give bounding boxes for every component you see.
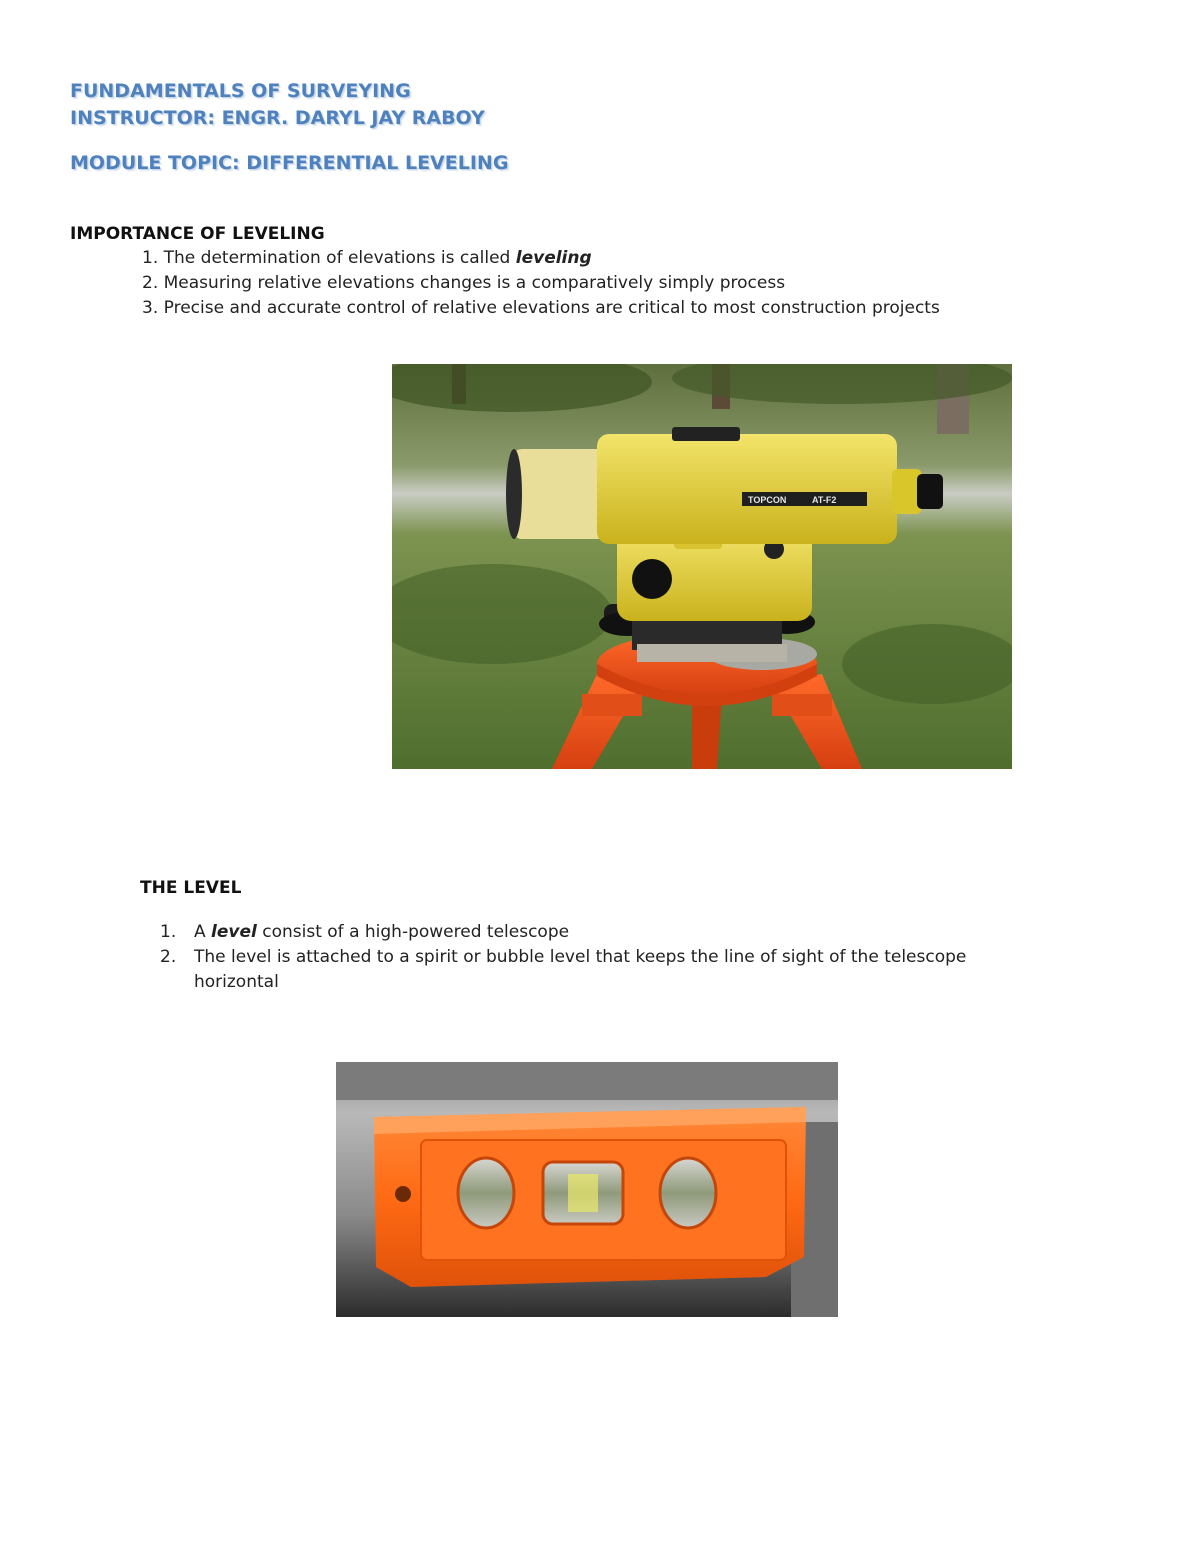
list-text: Measuring relative elevations changes is a comparatively simply process xyxy=(163,273,786,293)
automatic-level-illustration xyxy=(392,364,1012,769)
instructor-line: INSTRUCTOR: ENGR. DARYL JAY RABOY xyxy=(70,107,485,129)
course-title: FUNDAMENTALS OF SURVEYING xyxy=(70,80,411,102)
the-level-heading: THE LEVEL xyxy=(140,878,242,898)
list-number: 3. xyxy=(142,298,159,318)
list-text: Precise and accurate control of relative elevations are critical to most construction projects xyxy=(163,298,940,318)
list-item xyxy=(142,296,940,321)
list-emphasis: level xyxy=(211,922,257,942)
list-item xyxy=(142,246,940,271)
list-item xyxy=(160,920,1100,945)
list-number: 1. xyxy=(142,248,159,268)
importance-list xyxy=(142,246,940,321)
list-emphasis: leveling xyxy=(515,248,592,268)
list-text: consist of a high-powered telescope xyxy=(256,922,570,942)
list-item xyxy=(160,945,1100,995)
bubble-level-illustration xyxy=(336,1062,838,1317)
brand-label: TOPCON xyxy=(748,495,787,505)
list-text: A xyxy=(194,922,212,942)
model-label: AT-F2 xyxy=(812,495,837,505)
list-number: 1. xyxy=(160,922,177,942)
list-text-continuation: horizontal xyxy=(194,972,279,992)
list-number: 2. xyxy=(160,947,177,967)
list-number: 2. xyxy=(142,273,159,293)
level-list xyxy=(160,920,1100,995)
importance-heading: IMPORTANCE OF LEVELING xyxy=(70,224,325,244)
bubble-level-photo xyxy=(336,1062,838,1317)
automatic-level-photo xyxy=(392,364,1012,769)
module-topic: MODULE TOPIC: DIFFERENTIAL LEVELING xyxy=(70,152,509,174)
list-text: The level is attached to a spirit or bubble level that keeps the line of sight of the telescope xyxy=(194,947,967,967)
list-item xyxy=(142,271,940,296)
list-text: The determination of elevations is called xyxy=(163,248,516,268)
